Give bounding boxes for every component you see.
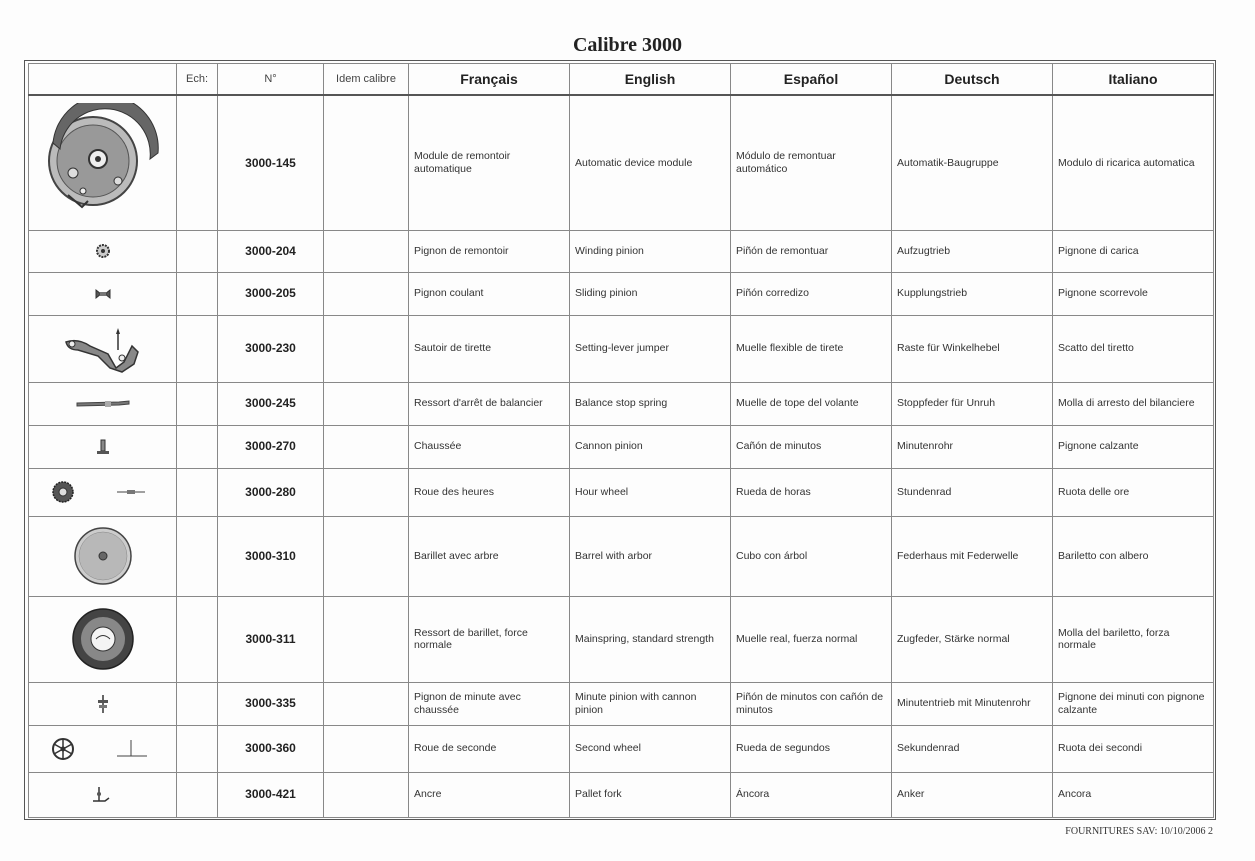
name-it: Ruota dei secondi: [1053, 725, 1214, 772]
pallet-fork-icon: [29, 784, 176, 806]
part-image-cell: [29, 95, 177, 230]
header-deutsch: Deutsch: [892, 64, 1053, 96]
table-row: [29, 596, 1214, 682]
header-number: N°: [218, 64, 324, 96]
idem-cell: [324, 95, 409, 230]
idem-cell: [324, 230, 409, 272]
table-row: [29, 682, 1214, 725]
name-es: Rueda de horas: [731, 468, 892, 516]
name-fr: Roue des heures: [409, 468, 570, 516]
table-row: [29, 725, 1214, 772]
part-image-cell: [29, 772, 177, 817]
parts-table: [28, 63, 1214, 818]
ech-cell: [177, 230, 218, 272]
name-en: Pallet fork: [570, 772, 731, 817]
ech-cell: [177, 725, 218, 772]
ech-cell: [177, 382, 218, 425]
ech-cell: [177, 772, 218, 817]
name-es: Piñón corredizo: [731, 272, 892, 315]
name-es: Piñón de remontuar: [731, 230, 892, 272]
name-en: Barrel with arbor: [570, 516, 731, 596]
name-fr: Barillet avec arbre: [409, 516, 570, 596]
name-de: Minutenrohr: [892, 425, 1053, 468]
ech-cell: [177, 315, 218, 382]
name-fr: Pignon de minute avec chaussée: [409, 682, 570, 725]
part-number: 3000-311: [218, 596, 324, 682]
winding-pinion-icon: [29, 241, 176, 261]
balance-stop-spring-icon: [29, 398, 176, 410]
automatic-module-icon: [29, 103, 176, 223]
name-fr: Ancre: [409, 772, 570, 817]
name-de: Minutentrieb mit Minutenrohr: [892, 682, 1053, 725]
table-row: [29, 272, 1214, 315]
name-en: Winding pinion: [570, 230, 731, 272]
table-row: [29, 382, 1214, 425]
sliding-pinion-icon: [29, 287, 176, 301]
header-idem: Idem calibre: [324, 64, 409, 96]
name-es: Muelle de tope del volante: [731, 382, 892, 425]
page-title: Calibre 3000: [572, 34, 683, 56]
part-number: 3000-335: [218, 682, 324, 725]
name-en: Hour wheel: [570, 468, 731, 516]
part-image-cell: [29, 596, 177, 682]
name-it: Modulo di ricarica automatica: [1053, 95, 1214, 230]
cannon-pinion-icon: [29, 438, 176, 456]
part-image-cell: [29, 230, 177, 272]
name-it: Pignone calzante: [1053, 425, 1214, 468]
table-row: [29, 230, 1214, 272]
name-es: Piñón de minutos con cañón de minutos: [731, 682, 892, 725]
name-fr: Roue de seconde: [409, 725, 570, 772]
idem-cell: [324, 772, 409, 817]
name-en: Cannon pinion: [570, 425, 731, 468]
idem-cell: [324, 382, 409, 425]
part-image-cell: [29, 516, 177, 596]
name-it: Pignone dei minuti con pignone calzante: [1053, 682, 1214, 725]
idem-cell: [324, 682, 409, 725]
table-row: [29, 468, 1214, 516]
idem-cell: [324, 725, 409, 772]
part-number: 3000-421: [218, 772, 324, 817]
name-fr: Ressort d'arrêt de balancier: [409, 382, 570, 425]
header-francais: Français: [409, 64, 570, 96]
idem-cell: [324, 516, 409, 596]
minute-pinion-icon: [29, 693, 176, 715]
idem-cell: [324, 272, 409, 315]
part-image-cell: [29, 272, 177, 315]
name-es: Cañón de minutos: [731, 425, 892, 468]
idem-cell: [324, 425, 409, 468]
name-de: Kupplungstrieb: [892, 272, 1053, 315]
header-espanol: Español: [731, 64, 892, 96]
name-fr: Pignon de remontoir: [409, 230, 570, 272]
name-de: Zugfeder, Stärke normal: [892, 596, 1053, 682]
header-image: [29, 64, 177, 96]
name-es: Muelle flexible de tirete: [731, 315, 892, 382]
name-fr: Ressort de barillet, force normale: [409, 596, 570, 682]
ech-cell: [177, 682, 218, 725]
name-fr: Chaussée: [409, 425, 570, 468]
name-fr: Module de remontoir automatique: [409, 95, 570, 230]
name-it: Ruota delle ore: [1053, 468, 1214, 516]
header-row: [29, 64, 1214, 96]
name-de: Stundenrad: [892, 468, 1053, 516]
ech-cell: [177, 468, 218, 516]
name-en: Balance stop spring: [570, 382, 731, 425]
name-it: Molla del bariletto, forza normale: [1053, 596, 1214, 682]
table-row: [29, 315, 1214, 382]
name-it: Bariletto con albero: [1053, 516, 1214, 596]
name-de: Automatik-Baugruppe: [892, 95, 1053, 230]
name-it: Pignone scorrevole: [1053, 272, 1214, 315]
part-image-cell: [29, 725, 177, 772]
table-row: [29, 425, 1214, 468]
idem-cell: [324, 468, 409, 516]
name-fr: Sautoir de tirette: [409, 315, 570, 382]
name-it: Ancora: [1053, 772, 1214, 817]
part-number: 3000-360: [218, 725, 324, 772]
name-it: Molla di arresto del bilanciere: [1053, 382, 1214, 425]
part-image-cell: [29, 682, 177, 725]
part-number: 3000-245: [218, 382, 324, 425]
name-en: Automatic device module: [570, 95, 731, 230]
ech-cell: [177, 272, 218, 315]
table-row: [29, 772, 1214, 817]
ech-cell: [177, 596, 218, 682]
header-english: English: [570, 64, 731, 96]
name-es: Rueda de segundos: [731, 725, 892, 772]
second-wheel-icon: [29, 734, 176, 764]
table-row: [29, 95, 1214, 230]
table-row: [29, 516, 1214, 596]
name-en: Setting-lever jumper: [570, 315, 731, 382]
part-image-cell: [29, 425, 177, 468]
name-en: Mainspring, standard strength: [570, 596, 731, 682]
part-number: 3000-205: [218, 272, 324, 315]
part-number: 3000-230: [218, 315, 324, 382]
name-de: Raste für Winkelhebel: [892, 315, 1053, 382]
name-es: Cubo con árbol: [731, 516, 892, 596]
part-number: 3000-270: [218, 425, 324, 468]
name-de: Aufzugtrieb: [892, 230, 1053, 272]
part-number: 3000-145: [218, 95, 324, 230]
part-image-cell: [29, 468, 177, 516]
name-en: Sliding pinion: [570, 272, 731, 315]
ech-cell: [177, 516, 218, 596]
header-italiano: Italiano: [1053, 64, 1214, 96]
hour-wheel-icon: [29, 477, 176, 507]
name-en: Second wheel: [570, 725, 731, 772]
name-de: Federhaus mit Federwelle: [892, 516, 1053, 596]
name-en: Minute pinion with cannon pinion: [570, 682, 731, 725]
part-number: 3000-280: [218, 468, 324, 516]
name-it: Pignone di carica: [1053, 230, 1214, 272]
name-es: Áncora: [731, 772, 892, 817]
ech-cell: [177, 95, 218, 230]
setting-lever-jumper-icon: [29, 324, 176, 374]
barrel-icon: [29, 524, 176, 588]
name-de: Anker: [892, 772, 1053, 817]
footer-text: FOURNITURES SAV: 10/10/2006 2: [1065, 826, 1213, 837]
part-image-cell: [29, 315, 177, 382]
idem-cell: [324, 596, 409, 682]
idem-cell: [324, 315, 409, 382]
part-image-cell: [29, 382, 177, 425]
ech-cell: [177, 425, 218, 468]
mainspring-icon: [29, 606, 176, 672]
header-ech: Ech:: [177, 64, 218, 96]
name-it: Scatto del tiretto: [1053, 315, 1214, 382]
name-de: Sekundenrad: [892, 725, 1053, 772]
part-number: 3000-310: [218, 516, 324, 596]
name-es: Muelle real, fuerza normal: [731, 596, 892, 682]
part-number: 3000-204: [218, 230, 324, 272]
name-fr: Pignon coulant: [409, 272, 570, 315]
name-es: Módulo de remontuar automático: [731, 95, 892, 230]
name-de: Stoppfeder für Unruh: [892, 382, 1053, 425]
